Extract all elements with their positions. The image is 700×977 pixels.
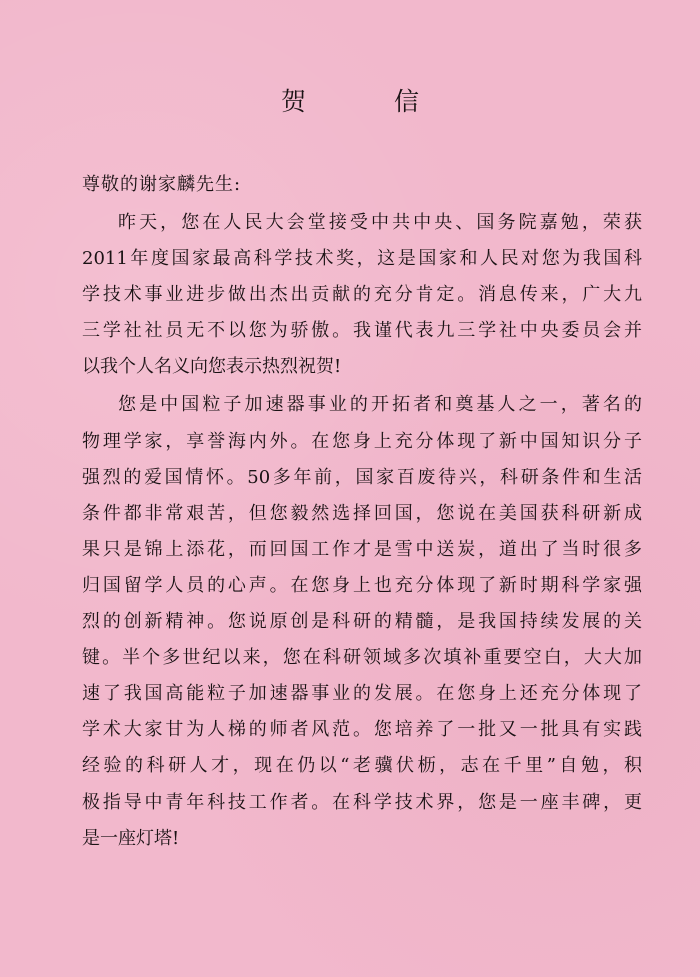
body-line: 烈的创新精神。您说原创是科研的精髓，是我国持续发展的关	[82, 611, 642, 633]
body-line: 果只是锦上添花，而回国工作才是雪中送炭，道出了当时很多	[82, 538, 642, 560]
body-line: 2011年度国家最高科学技术奖，这是国家和人民对您为我国科	[82, 248, 642, 270]
body-line: 极指导中青年科技工作者。在科学技术界，您是一座丰碑，更	[82, 791, 642, 813]
body-line: 条件都非常艰苦，但您毅然选择回国，您说在美国获科研新成	[82, 502, 642, 524]
body-line: 您是中国粒子加速器事业的开拓者和奠基人之一，著名的	[118, 394, 642, 416]
body-line: 速了我国高能粒子加速器事业的发展。在您身上还充分体现了	[82, 683, 642, 705]
body-line: 学技术事业进步做出杰出贡献的充分肯定。消息传来，广大九	[82, 284, 642, 306]
body-line: 归国留学人员的心声。在您身上也充分体现了新时期科学家强	[82, 574, 642, 596]
letter-body	[82, 205, 642, 857]
body-line: 三学社社员无不以您为骄傲。我谨代表九三学社中央委员会并	[82, 320, 642, 342]
letter-title: 贺 信	[281, 87, 459, 116]
body-line: 以我个人名义向您表示热烈祝贺!	[82, 356, 342, 378]
body-line: 是一座灯塔!	[82, 827, 180, 849]
body-line: 物理学家，享誉海内外。在您身上充分体现了新中国知识分子	[82, 430, 642, 452]
letter-salutation: 尊敬的谢家麟先生:	[82, 174, 242, 195]
body-line: 昨天，您在人民大会堂接受中共中央、国务院嘉勉，荣获	[118, 212, 642, 233]
body-line: 键。半个多世纪以来，您在科研领域多次填补重要空白，大大加	[82, 647, 642, 669]
body-line: 学术大家甘为人梯的师者风范。您培养了一批又一批具有实践	[82, 719, 642, 741]
body-line: 经验的科研人才，现在仍以“老骥伏枥，志在千里”自勉，积	[82, 755, 642, 777]
body-line: 强烈的爱国情怀。50多年前，国家百废待兴，科研条件和生活	[82, 466, 642, 488]
